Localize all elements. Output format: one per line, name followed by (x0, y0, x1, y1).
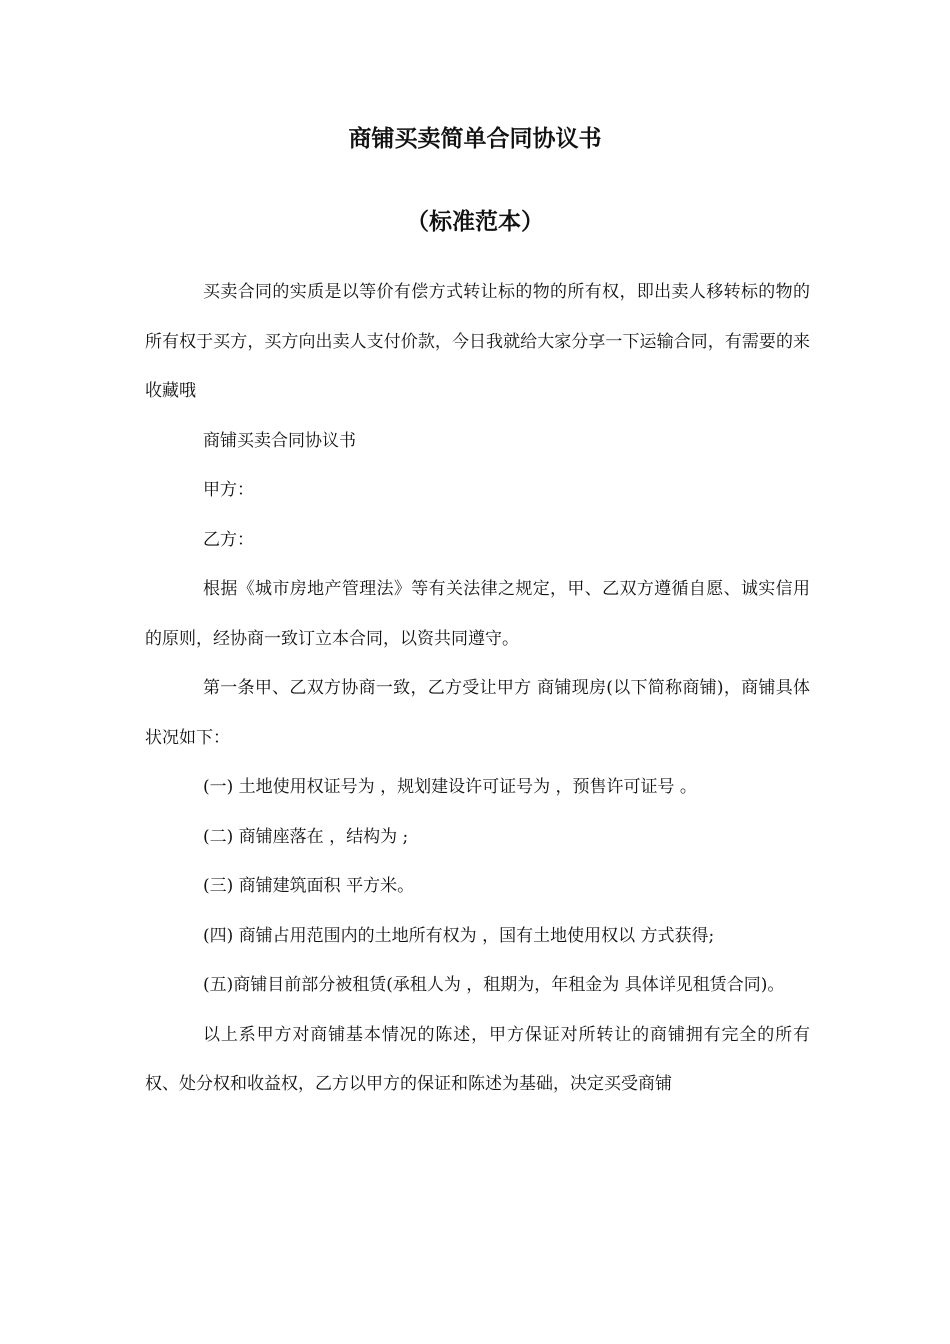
document-title: 商铺买卖简单合同协议书 (348, 126, 602, 152)
party-a-line: 甲方： (203, 480, 254, 500)
clause-item-5: (五)商铺目前部分被租赁(承租人为 ，租期为，年租金为 具体详见租赁合同)。 (203, 975, 785, 995)
intro-paragraph: 买卖合同的实质是以等价有偿方式转让标的物的所有权，即出卖人移转标的物的所有权于买方，买方向出卖人支付价款，今日我就给大家分享一下运输合同，有需要的来收藏哦 (145, 282, 810, 401)
document-body (145, 268, 810, 1110)
clause-item-4: (四) 商铺占用范围内的土地所有权为 ，国有土地使用权以 方式获得; (203, 925, 715, 946)
agreement-heading: 商铺买卖合同协议书 (203, 430, 356, 451)
document-subtitle: （标准范本） (406, 209, 544, 235)
legal-basis-paragraph: 根据《城市房地产管理法》等有关法律之规定，甲、乙双方遵循自愿、诚实信用的原则，经协商一致订立本合同，以资共同遵守。 (145, 579, 810, 649)
clause-item-1: (一) 土地使用权证号为 ，规划建设许可证号为 ，预售许可证号 。 (203, 777, 697, 797)
article-one-paragraph: 第一条甲、乙双方协商一致，乙方受让甲方 商铺现房(以下简称商铺)，商铺具体状况如下： (145, 678, 810, 748)
clause-item-3: (三) 商铺建筑面积 平方米。 (203, 876, 415, 896)
statement-paragraph: 以上系甲方对商铺基本情况的陈述，甲方保证对所转让的商铺拥有完全的所有权、处分权和收益权，乙方以甲方的保证和陈述为基础，决定买受商铺 (145, 1024, 810, 1094)
party-b-line: 乙方： (203, 529, 254, 550)
clause-item-2: (二) 商铺座落在 ，结构为 ; (203, 826, 409, 847)
